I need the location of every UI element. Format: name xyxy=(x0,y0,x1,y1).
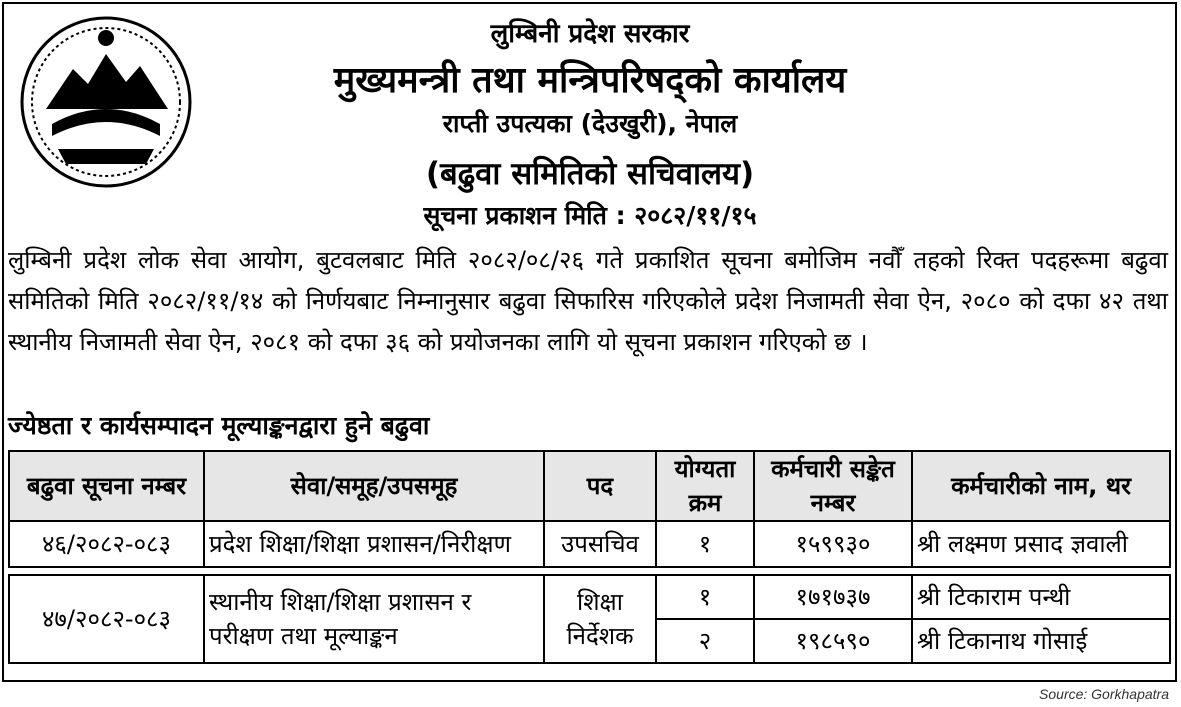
col-merit: योग्यता क्रम xyxy=(656,451,754,521)
publication-date: सूचना प्रकाशन मिति : २०८२/११/१५ xyxy=(423,201,757,230)
table-header-row xyxy=(9,451,1170,521)
cell-notice-no: ४६/२०८२-०८३ xyxy=(9,521,204,567)
col-employee-code: कर्मचारी सङ्केत नम्बर xyxy=(754,451,912,521)
col-post: पद xyxy=(544,451,656,521)
cell-merit: १ xyxy=(656,575,754,619)
office-name: मुख्यमन्त्री तथा मन्त्रिपरिषद्को कार्यालय xyxy=(333,60,847,101)
cell-employee-code: १७१७३७ xyxy=(754,575,912,619)
cell-service: स्थानीय शिक्षा/शिक्षा प्रशासन र परीक्षण तथा मूल्याङ्कन xyxy=(204,575,544,663)
table-row xyxy=(9,575,1170,619)
cell-employee-code: १५९९३० xyxy=(754,521,912,567)
notice-paragraph: लुम्बिनी प्रदेश लोक सेवा आयोग, बुटवलबाट मिति २०८२/०८/२६ गते प्रकाशित सूचना बमोजिम नवौँ तहको रिक्त पदहरूमा बढुवा समितिको मिति २०८२/११/१४ को निर्णयबाट निम्नानुसार बढुवा सिफारिस गरिएकोले प्रदेश निजामती सेवा ऐन, २०८० को दफा ४२ तथा स्थानीय निजामती सेवा ऐन, २०८१ को दफा ३६ को प्रयोजनका लागि यो सूचना प्रकाशन गरिएको छ । xyxy=(8,246,1168,356)
source-credit: Source: Gorkhapatra xyxy=(1039,686,1169,702)
cell-post: उपसचिव xyxy=(544,521,656,567)
cell-post: शिक्षा निर्देशक xyxy=(544,575,656,663)
cell-merit: २ xyxy=(656,619,754,663)
cell-name: श्री टिकानाथ गोसाई xyxy=(912,619,1170,663)
promotion-table xyxy=(8,450,1171,664)
nepal-emblem xyxy=(18,14,194,190)
cell-name: श्री टिकाराम पन्थी xyxy=(912,575,1170,619)
cell-employee-code: १९८५९० xyxy=(754,619,912,663)
col-notice-no: बढुवा सूचना नम्बर xyxy=(9,451,204,521)
government-name: लुम्बिनी प्रदेश सरकार xyxy=(490,19,690,49)
cell-service: प्रदेश शिक्षा/शिक्षा प्रशासन/निरीक्षण xyxy=(204,521,544,567)
cell-merit: १ xyxy=(656,521,754,567)
secretariat-name: (बढुवा समितिको सचिवालय) xyxy=(425,156,755,192)
cell-name: श्री लक्ष्मण प्रसाद ज्ञवाली xyxy=(912,521,1170,567)
col-name: कर्मचारीको नाम, थर xyxy=(912,451,1170,521)
section-subtitle: ज्येष्ठता र कार्यसम्पादन मूल्याङ्कनद्वारा हुने बढुवा xyxy=(8,411,430,440)
office-address: राप्ती उपत्यका (देउखुरी), नेपाल xyxy=(442,109,738,138)
table-spacer xyxy=(9,567,1170,575)
cell-notice-no: ४७/२०८२-०८३ xyxy=(9,575,204,663)
col-service: सेवा/समूह/उपसमूह xyxy=(204,451,544,521)
table-row xyxy=(9,521,1170,567)
